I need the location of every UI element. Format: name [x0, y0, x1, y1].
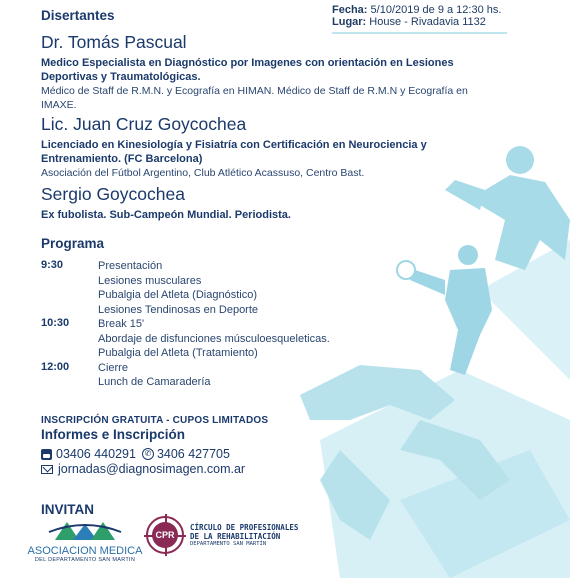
fecha-label: Fecha:	[332, 4, 368, 16]
schedule-item: Lunch de Camaradería	[98, 376, 211, 388]
cpr-line-1: CÍRCULO DE PROFESIONALES	[190, 523, 299, 532]
schedule-item: Pubalgia del Atleta (Diagnóstico)	[98, 289, 257, 301]
schedule-item: Break 15'	[98, 318, 145, 330]
speaker-3	[41, 184, 471, 222]
speaker-credentials: Licenciado en Kinesiología y Fisiatría con Certificación en Neurociencia y Entrenamiento. (FC Barcelona)	[41, 139, 427, 165]
speaker-name: Dr. Tomás Pascual	[41, 32, 187, 52]
lugar-label: Lugar:	[332, 16, 367, 28]
cpr-emblem-text: CPR	[152, 522, 178, 548]
schedule-block	[41, 259, 421, 317]
email-link[interactable]: jornadas@diagnosimagen.com.ar	[58, 462, 246, 476]
speaker-affiliations: Asociación del Fútbol Argentino, Club Atlético Acassuso, Centro Bast.	[41, 167, 365, 179]
phone-row	[41, 447, 230, 461]
cpr-line-2: DE LA REHABILITACIÓN	[190, 532, 281, 541]
cpr-logo	[146, 516, 298, 554]
speaker-name: Sergio Goycochea	[41, 184, 185, 204]
speaker-1	[41, 32, 491, 112]
asociacion-medica-emblem	[45, 518, 125, 542]
schedule-time: 10:30	[41, 317, 70, 329]
phone-icon	[41, 449, 52, 460]
schedule-time: 12:00	[41, 360, 70, 373]
speaker-credentials: Ex fubolista. Sub-Campeón Mundial. Periodista.	[41, 209, 291, 221]
phone-2[interactable]: 3406 427705	[156, 447, 230, 461]
schedule-block	[41, 317, 421, 361]
speaker-credentials: Medico Especialista en Diagnóstico por Imagenes con orientación en Lesiones Deportivas y Traumatológicas.	[41, 57, 454, 83]
disertantes-title: Disertantes	[41, 8, 115, 23]
cpr-line-3: DEPARTAMENTO SAN MARTÍN	[190, 541, 267, 547]
schedule-time: 9:30	[41, 259, 64, 271]
schedule-item: Lesiones musculares	[98, 274, 202, 287]
schedule-item: Abordaje de disfunciones músculoesqueleticas.	[98, 332, 330, 345]
programa-title: Programa	[41, 236, 105, 251]
asociacion-medica-sub: DEL DEPARTAMENTO SAN MARTIN	[34, 557, 136, 563]
whatsapp-icon: ✆	[142, 448, 154, 460]
schedule-item: Presentación	[98, 260, 163, 272]
lugar-value: House - Rivadavia 1132	[369, 16, 486, 28]
schedule-item: Cierre	[98, 361, 128, 374]
schedule-item: Pubalgia del Atleta (Tratamiento)	[98, 347, 258, 359]
fecha-value: 5/10/2019 de 9 a 12:30 hs.	[370, 4, 502, 16]
asociacion-medica-name: ASOCIACION MEDICA	[27, 545, 143, 557]
schedule-block	[41, 361, 421, 390]
invitan-title: INVITAN	[41, 502, 94, 517]
cpr-text	[190, 523, 298, 547]
email-row	[41, 462, 245, 476]
inscripcion-gratuita: INSCRIPCIÓN GRATUITA - CUPOS LIMITADOS	[41, 415, 269, 426]
cpr-emblem	[146, 516, 184, 554]
speaker-name: Lic. Juan Cruz Goycochea	[41, 114, 247, 134]
informes-title: Informes e Inscripción	[41, 427, 186, 442]
envelope-icon	[41, 465, 53, 474]
speaker-2	[41, 114, 471, 180]
speaker-affiliations: Médico de Staff de R.M.N. y Ecografía en HIMAN. Médico de Staff de R.M.N y Ecografía en IMAXE.	[41, 85, 468, 111]
schedule-item: Lesiones Tendinosas en Deporte	[98, 303, 259, 316]
event-info	[332, 4, 562, 34]
programa-schedule	[41, 259, 421, 390]
asociacion-medica-logo	[25, 518, 145, 563]
phone-1[interactable]: 03406 440291	[56, 447, 136, 461]
